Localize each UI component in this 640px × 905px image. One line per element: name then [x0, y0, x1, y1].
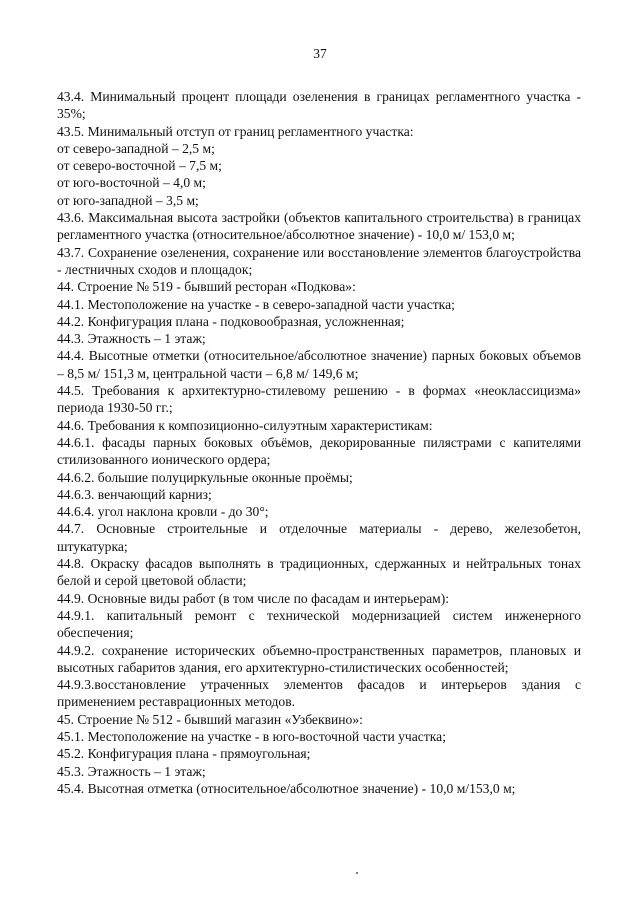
paragraph-44-9-2: 44.9.2. сохранение исторических объемно-пространственных параметров, плановых и высотных габаритов здания, его архитектурно-стилистических особенностей;	[57, 642, 581, 675]
paragraph-44-9: 44.9. Основные виды работ (в том числе по фасадам и интерьерам):	[57, 590, 450, 606]
setback-northwest: от северо-западной – 2,5 м;	[57, 140, 215, 156]
setback-southeast: от юго-восточной – 4,0 м;	[57, 175, 206, 191]
paragraph-44-9-1: 44.9.1. капитальный ремонт с технической модернизацией систем инженерного обеспечения;	[57, 607, 581, 641]
paragraph-44-6-4: 44.6.4. угол наклона кровли - до 30°;	[57, 504, 269, 520]
paragraph-44-8: 44.8. Окраску фасадов выполнять в традиционных, сдержанных и нейтральных тонах белой и серой цветовой области;	[57, 556, 581, 589]
paragraph-44-6-2: 44.6.2. большие полуциркульные оконные проёмы;	[57, 469, 353, 485]
paragraph-44-6-3: 44.6.3. венчающий карниз;	[57, 486, 212, 502]
paragraph-45-3: 45.3. Этажность – 1 этаж;	[57, 763, 206, 779]
paragraph-43-7: 43.7. Сохранение озеленения, сохранение или восстановление элементов благоустройства - лестничных сходов и площадок;	[57, 244, 581, 277]
paragraph-44-9-3: 44.9.3.восстановление утраченных элементов фасадов и интерьеров здания с применением реставрационных методов.	[57, 677, 581, 710]
paragraph-44-6: 44.6. Требования к композиционно-силуэтным характеристикам:	[57, 417, 433, 433]
paragraph-45-4: 45.4. Высотная отметка (относительное/абсолютное значение) - 10,0 м/153,0 м;	[57, 780, 516, 796]
paragraph-44-6-1: 44.6.1. фасады парных боковых объёмов, декорированные пилястрами с капителями стилизованного ионического ордера;	[57, 434, 581, 468]
paragraph-44-4: 44.4. Высотные отметки (относительное/абсолютное значение) парных боковых объемов – 8,5 м/ 151,3 м, центральной части – 6,8 м/ 149,6 м;	[57, 348, 581, 381]
paragraph-44-5: 44.5. Требования к архитектурно-стилевому решению - в формах «неоклассицизма» периода 1930-50 гг.;	[57, 383, 581, 416]
paragraph-43-6: 43.6. Максимальная высота застройки (объектов капитального строительства) в границах регламентного участка (относительное/абсолютное значение) - 10,0 м/ 153,0 м;	[57, 210, 581, 243]
setback-southwest: от юго-западной – 3,5 м;	[57, 192, 199, 208]
paragraph-44-7: 44.7. Основные строительные и отделочные материалы - дерево, железобетон, штукатурка;	[57, 521, 581, 554]
document-body	[57, 88, 581, 797]
paragraph-44-3: 44.3. Этажность – 1 этаж;	[57, 331, 206, 347]
paragraph-45: 45. Строение № 512 - бывший магазин «Узбеквино»:	[57, 711, 363, 727]
paragraph-43-5: 43.5. Минимальный отступ от границ регламентного участка:	[57, 123, 414, 139]
paragraph-44-1: 44.1. Местоположение на участке - в северо-западной части участка;	[57, 296, 455, 312]
setback-northeast: от северо-восточной – 7,5 м;	[57, 158, 222, 174]
page-number: 37	[313, 46, 327, 61]
scan-dot-mark	[356, 872, 358, 874]
paragraph-45-1: 45.1. Местоположение на участке - в юго-восточной части участка;	[57, 728, 446, 744]
paragraph-44-2: 44.2. Конфигурация плана - подковообразная, усложненная;	[57, 313, 405, 329]
paragraph-44: 44. Строение № 519 - бывший ресторан «Подкова»:	[57, 279, 356, 295]
paragraph-43-4: 43.4. Минимальный процент площади озеленения в границах регламентного участка - 35%;	[57, 89, 581, 122]
paragraph-45-2: 45.2. Конфигурация плана - прямоугольная;	[57, 746, 311, 762]
